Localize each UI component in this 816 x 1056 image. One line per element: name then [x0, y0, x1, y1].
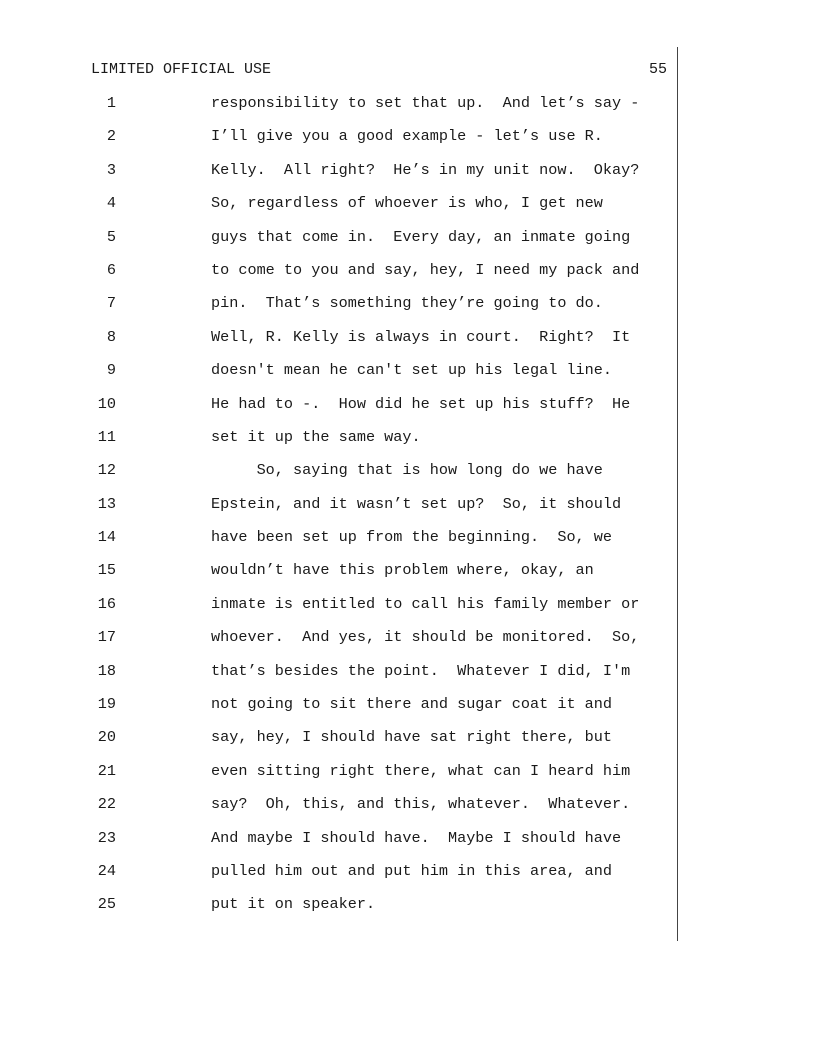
- transcript-line: [0, 94, 816, 127]
- line-number: 6: [106, 260, 116, 279]
- line-text: Well, R. Kelly is always in court. Right? It: [211, 327, 631, 346]
- transcript-line: [0, 495, 816, 528]
- page-number: 55: [648, 61, 667, 78]
- transcript-line: [0, 194, 816, 227]
- line-text: to come to you and say, hey, I need my pack and: [211, 260, 640, 279]
- transcript-line: [0, 361, 816, 394]
- line-number: 12: [97, 461, 116, 480]
- transcript-line: [0, 762, 816, 795]
- transcript-line: [0, 328, 816, 361]
- line-text: inmate is entitled to call his family member or: [211, 594, 640, 613]
- line-number: 19: [97, 695, 116, 714]
- line-number: 4: [106, 194, 116, 213]
- line-text: He had to -. How did he set up his stuff? He: [211, 394, 631, 413]
- transcript-line: [0, 395, 816, 428]
- line-number: 11: [97, 427, 116, 446]
- line-text: not going to sit there and sugar coat it and: [211, 695, 613, 714]
- transcript-line: [0, 228, 816, 261]
- line-number: 5: [106, 227, 116, 246]
- transcript-lines: [0, 94, 816, 929]
- transcript-line: [0, 628, 816, 661]
- line-number: 8: [106, 327, 116, 346]
- line-number: 10: [97, 394, 116, 413]
- line-number: 2: [106, 127, 116, 146]
- line-number: 15: [97, 561, 116, 580]
- transcript-line: [0, 862, 816, 895]
- transcript-line: [0, 461, 816, 494]
- line-text: say, hey, I should have sat right there, but: [211, 728, 613, 747]
- line-number: 20: [97, 728, 116, 747]
- line-text: that’s besides the point. Whatever I did, I'm: [211, 661, 631, 680]
- line-text: I’ll give you a good example - let’s use R.: [211, 127, 603, 146]
- line-text: Epstein, and it wasn’t set up? So, it should: [211, 494, 622, 513]
- line-text: Kelly. All right? He’s in my unit now. Okay?: [211, 160, 640, 179]
- line-text: And maybe I should have. Maybe I should have: [211, 828, 622, 847]
- line-number: 16: [97, 594, 116, 613]
- transcript-line: [0, 428, 816, 461]
- line-number: 14: [97, 528, 116, 547]
- line-text: set it up the same way.: [211, 427, 421, 446]
- line-text: put it on speaker.: [211, 895, 376, 914]
- line-number: 25: [97, 895, 116, 914]
- transcript-line: [0, 662, 816, 695]
- transcript-line: [0, 829, 816, 862]
- line-text: whoever. And yes, it should be monitored. So,: [211, 628, 640, 647]
- line-text: wouldn’t have this problem where, okay, an: [211, 561, 594, 580]
- line-text: So, saying that is how long do we have: [211, 461, 603, 480]
- transcript-line: [0, 294, 816, 327]
- line-text: pin. That’s something they’re going to do.: [211, 294, 603, 313]
- line-text: doesn't mean he can't set up his legal line.: [211, 361, 613, 380]
- line-number: 24: [97, 861, 116, 880]
- line-text: even sitting right there, what can I heard him: [211, 761, 631, 780]
- transcript-line: [0, 728, 816, 761]
- line-number: 22: [97, 795, 116, 814]
- line-number: 7: [106, 294, 116, 313]
- line-number: 17: [97, 628, 116, 647]
- transcript-line: [0, 161, 816, 194]
- line-text: have been set up from the beginning. So, we: [211, 528, 613, 547]
- transcript-line: [0, 528, 816, 561]
- line-number: 21: [97, 761, 116, 780]
- line-number: 18: [97, 661, 116, 680]
- line-number: 13: [97, 494, 116, 513]
- line-text: say? Oh, this, and this, whatever. Whatever.: [211, 795, 631, 814]
- transcript-line: [0, 261, 816, 294]
- transcript-line: [0, 595, 816, 628]
- line-text: So, regardless of whoever is who, I get new: [211, 194, 603, 213]
- transcript-line: [0, 695, 816, 728]
- classification-header: LIMITED OFFICIAL USE: [91, 61, 272, 78]
- transcript-line: [0, 127, 816, 160]
- line-number: 3: [106, 160, 116, 179]
- line-number: 1: [106, 94, 116, 112]
- transcript-line: [0, 795, 816, 828]
- line-text: responsibility to set that up. And let’s say -: [211, 94, 640, 112]
- line-number: 23: [97, 828, 116, 847]
- line-text: pulled him out and put him in this area, and: [211, 861, 613, 880]
- line-number: 9: [106, 361, 116, 380]
- transcript-line: [0, 895, 816, 928]
- transcript-line: [0, 561, 816, 594]
- line-text: guys that come in. Every day, an inmate going: [211, 227, 631, 246]
